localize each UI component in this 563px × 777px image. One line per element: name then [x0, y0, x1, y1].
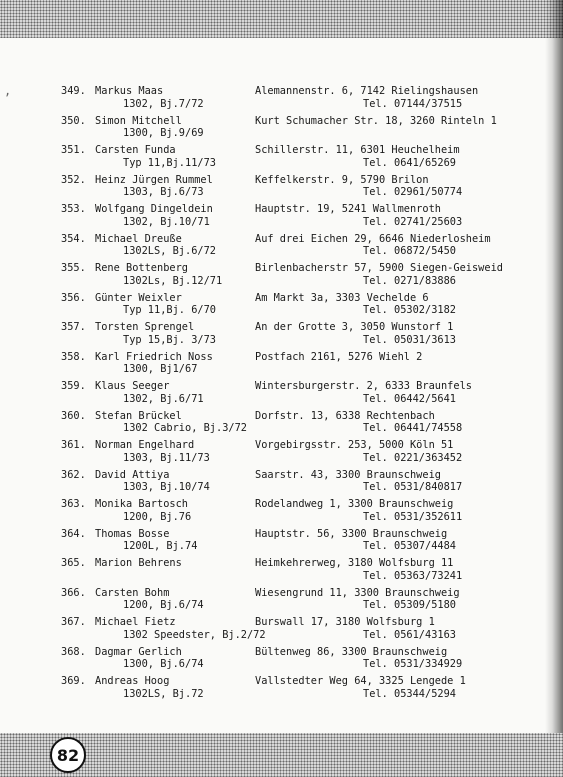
entry-model: Typ 11,Bj. 6/70	[123, 304, 216, 317]
entry-number: 357.	[61, 321, 86, 333]
entry-number: 365.	[61, 557, 86, 569]
entry-name: Rene Bottenberg	[95, 262, 188, 274]
entry-model: 1302, Bj.7/72	[123, 97, 204, 110]
entry-phone: Tel. 05031/3613	[363, 333, 456, 346]
entry-model: 1302LS, Bj.72	[123, 687, 204, 700]
entry-address: Schillerstr. 11, 6301 Heuchelheim	[255, 144, 460, 156]
list-item	[0, 203, 563, 233]
entry-name: Norman Engelhard	[95, 439, 195, 451]
entry-phone: Tel. 0531/334929	[363, 658, 463, 671]
entry-phone: Tel. 06441/74558	[363, 422, 463, 435]
entry-number: 352.	[61, 173, 86, 186]
entry-name: Carsten Funda	[95, 144, 176, 156]
entry-model: 1200, Bj.76	[123, 510, 192, 523]
entry-name: Markus Maas	[95, 85, 164, 97]
list-item	[0, 262, 563, 292]
entry-phone: Tel. 06442/5641	[363, 392, 456, 405]
entry-address: Hauptstr. 19, 5241 Wallmenroth	[255, 203, 441, 215]
entry-address: Vorgebirgsstr. 253, 5000 Köln 51	[255, 439, 454, 451]
entry-phone: Tel. 0271/83886	[363, 274, 456, 287]
entry-name: Stefan Brückel	[95, 409, 182, 422]
list-item	[0, 174, 563, 204]
list-item	[0, 144, 563, 174]
entry-number: 362.	[61, 468, 86, 481]
list-item	[0, 587, 563, 617]
entry-address: Kurt Schumacher Str. 18, 3260 Rinteln 1	[255, 114, 497, 127]
entry-address: Saarstr. 43, 3300 Braunschweig	[255, 468, 441, 481]
entry-address: An der Grotte 3, 3050 Wunstorf 1	[255, 321, 454, 333]
entry-model: 1303, Bj.11/73	[123, 451, 210, 464]
entry-name: Simon Mitchell	[95, 114, 182, 127]
entry-number: 349.	[61, 85, 86, 97]
list-item	[0, 439, 563, 469]
entry-name: Klaus Seeger	[95, 380, 170, 392]
list-item	[0, 115, 563, 145]
entry-address: Birlenbacherstr 57, 5900 Siegen-Geisweid	[255, 262, 503, 274]
entry-number: 359.	[61, 380, 86, 392]
entry-number: 361.	[61, 439, 86, 451]
entry-number: 356.	[61, 291, 86, 304]
entry-number: 366.	[61, 586, 86, 599]
entry-model: 1300, Bj1/67	[123, 363, 198, 376]
entry-name: Heinz Jürgen Rummel	[95, 173, 213, 186]
list-item	[0, 410, 563, 440]
entry-number: 360.	[61, 409, 86, 422]
entry-phone: Tel. 0641/65269	[363, 156, 456, 169]
entry-number: 369.	[61, 675, 86, 687]
entry-model: 1302LS, Bj.6/72	[123, 245, 216, 258]
entry-phone: Tel. 0561/43163	[363, 628, 456, 641]
entry-phone: Tel. 05309/5180	[363, 599, 456, 612]
list-item	[0, 351, 563, 381]
entry-number: 354.	[61, 232, 86, 245]
entry-name: Wolfgang Dingeldein	[95, 203, 213, 215]
entry-address: Postfach 2161, 5276 Wiehl 2	[255, 350, 423, 363]
entry-model: 1302, Bj.10/71	[123, 215, 210, 228]
entry-address: Burswall 17, 3180 Wolfsburg 1	[255, 616, 435, 628]
entry-phone: Tel. 05344/5294	[363, 687, 456, 700]
entry-number: 350.	[61, 114, 86, 127]
entry-model: 1302 Cabrio, Bj.3/72	[123, 422, 247, 435]
entry-phone: Tel. 06872/5450	[363, 245, 456, 258]
entry-number: 368.	[61, 645, 86, 658]
entry-address: Auf drei Eichen 29, 6646 Niederlosheim	[255, 232, 491, 245]
entry-model: 1302 Speedster, Bj.2/72	[123, 628, 266, 641]
entry-model: Typ 11,Bj.11/73	[123, 156, 216, 169]
entry-model: 1300, Bj.6/74	[123, 658, 204, 671]
entry-name: Karl Friedrich Noss	[95, 350, 213, 363]
top-halftone-border	[0, 0, 563, 38]
entry-name: Monika Bartosch	[95, 498, 188, 510]
list-item	[0, 321, 563, 351]
entry-address: Bültenweg 86, 3300 Braunschweig	[255, 645, 448, 658]
entry-name: Thomas Bosse	[95, 527, 170, 540]
entry-phone: Tel. 05307/4484	[363, 540, 456, 553]
list-item	[0, 675, 563, 705]
entry-name: Dagmar Gerlich	[95, 645, 182, 658]
list-item	[0, 85, 563, 115]
list-item	[0, 292, 563, 322]
list-item	[0, 498, 563, 528]
page-number: 82	[56, 745, 80, 765]
entry-name: David Attiya	[95, 468, 170, 481]
entry-phone: Tel. 0531/840817	[363, 481, 463, 494]
entry-phone: Tel. 0531/352611	[363, 510, 463, 523]
entry-address: Alemannenstr. 6, 7142 Rielingshausen	[255, 85, 479, 97]
list-item	[0, 233, 563, 263]
entry-model: 1200L, Bj.74	[123, 540, 198, 553]
entry-address: Heimkehrerweg, 3180 Wolfsburg 11	[255, 557, 454, 569]
entry-number: 364.	[61, 527, 86, 540]
entry-number: 353.	[61, 203, 86, 215]
entry-address: Vallstedter Weg 64, 3325 Lengede 1	[255, 675, 466, 687]
entry-address: Hauptstr. 56, 3300 Braunschweig	[255, 527, 448, 540]
entry-model: 1300, Bj.9/69	[123, 127, 204, 140]
list-item	[0, 616, 563, 646]
margin-mark: ,	[4, 84, 12, 98]
entry-address: Rodelandweg 1, 3300 Braunschweig	[255, 498, 454, 510]
entry-model: 1303, Bj.10/74	[123, 481, 210, 494]
entry-number: 358.	[61, 350, 86, 363]
entry-address: Wintersburgerstr. 2, 6333 Braunfels	[255, 380, 472, 392]
entry-phone: Tel. 02741/25603	[363, 215, 463, 228]
entry-name: Torsten Sprengel	[95, 321, 195, 333]
entry-name: Marion Behrens	[95, 557, 182, 569]
page-number-badge	[50, 737, 86, 773]
entry-phone: Tel. 05302/3182	[363, 304, 456, 317]
list-item	[0, 380, 563, 410]
list-item	[0, 469, 563, 499]
entry-address: Keffelkerstr. 9, 5790 Brilon	[255, 173, 429, 186]
entry-model: 1303, Bj.6/73	[123, 186, 204, 199]
entry-address: Am Markt 3a, 3303 Vechelde 6	[255, 291, 429, 304]
entry-model: 1302Ls, Bj.12/71	[123, 274, 223, 287]
entry-number: 367.	[61, 616, 86, 628]
entry-model: 1302, Bj.6/71	[123, 392, 204, 405]
list-item	[0, 557, 563, 587]
entry-number: 355.	[61, 262, 86, 274]
entry-phone: Tel. 02961/50774	[363, 186, 463, 199]
entry-phone: Tel. 07144/37515	[363, 97, 463, 110]
list-item	[0, 646, 563, 676]
entry-name: Günter Weixler	[95, 291, 182, 304]
entry-number: 363.	[61, 498, 86, 510]
entry-name: Andreas Hoog	[95, 675, 170, 687]
entry-name: Carsten Bohm	[95, 586, 170, 599]
entry-address: Wiesengrund 11, 3300 Braunschweig	[255, 586, 460, 599]
entry-address: Dorfstr. 13, 6338 Rechtenbach	[255, 409, 435, 422]
entry-model: 1200, Bj.6/74	[123, 599, 204, 612]
entry-name: Michael Fietz	[95, 616, 176, 628]
entry-phone: Tel. 0221/363452	[363, 451, 463, 464]
member-list	[0, 85, 563, 705]
list-item	[0, 528, 563, 558]
entry-name: Michael Dreuße	[95, 232, 182, 245]
entry-model: Typ 15,Bj. 3/73	[123, 333, 216, 346]
entry-number: 351.	[61, 144, 86, 156]
entry-phone: Tel. 05363/73241	[363, 569, 463, 582]
